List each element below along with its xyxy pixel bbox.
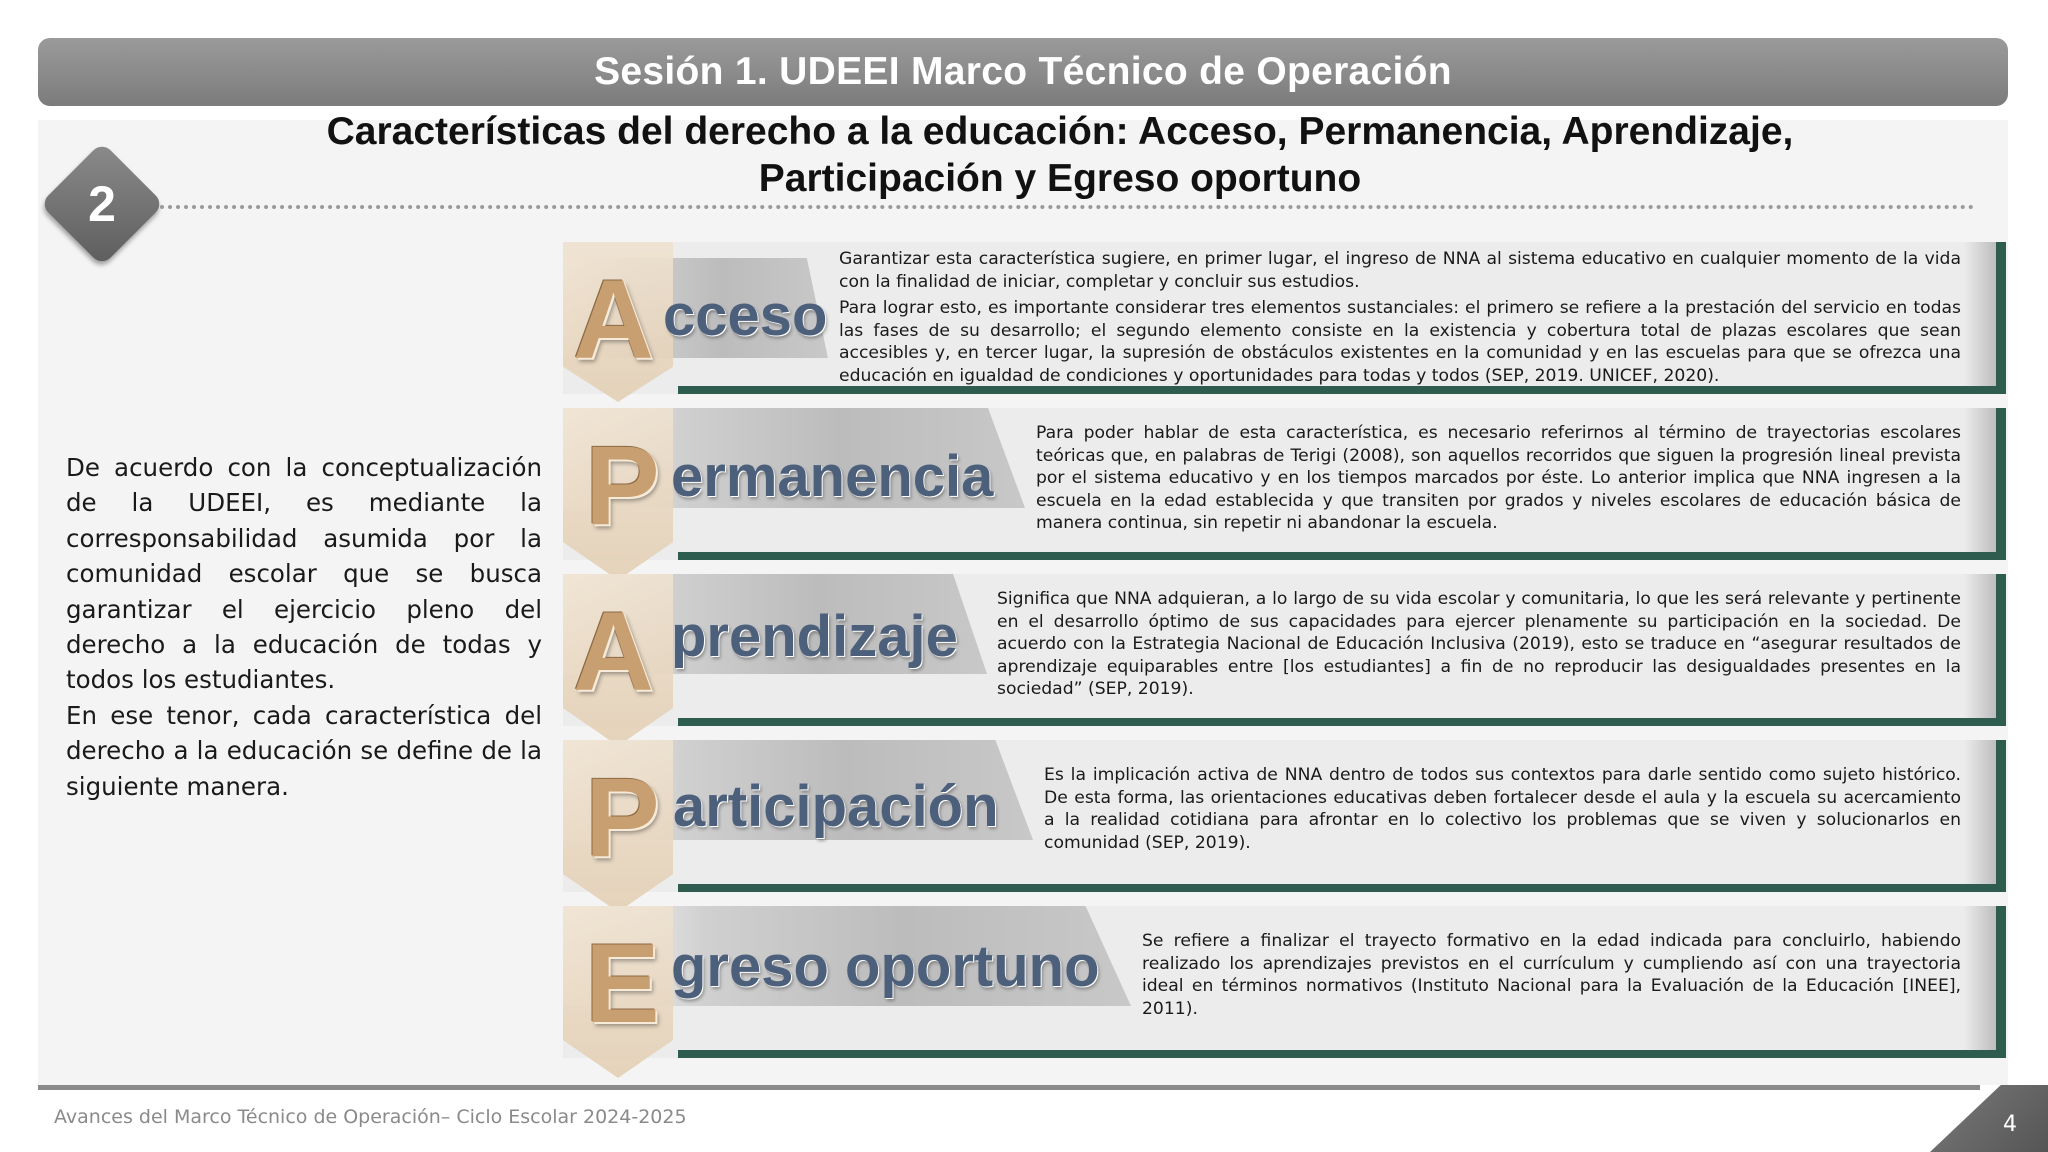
page-number: 4 (2003, 1112, 2017, 1137)
word-participacion: articipación (673, 774, 999, 839)
letter-e-egreso: E (585, 921, 660, 1046)
word-aprendizaje: prendizaje (671, 604, 958, 669)
letter-p-participacion: P (585, 755, 660, 880)
title-bar (38, 38, 2008, 106)
text-permanencia (1036, 422, 1961, 535)
footer-divider (38, 1085, 1980, 1090)
section-subtitle (220, 108, 1900, 202)
text-acceso-p2: Para lograr esto, es importante considerar tres elementos sustanciales: el primero se refiere a la prestación del servicio en todas las fases de su desarrollo; el segundo elemento consiste en la existencia y cobertura total de plazas escolares que sean accesibles y, en tercer lugar, la supresión de obstáculos existentes en la comunidad y en las escuelas para que se ofrezca una educación en igualdad de condiciones y oportunidades para todas y todos (SEP, 2019. UNICEF, 2020). (839, 298, 1961, 386)
text-acceso (839, 248, 1961, 387)
dotted-divider (160, 205, 1975, 209)
text-aprendizaje-p1: Significa que NNA adquieran, a lo largo de su vida escolar y comunitaria, lo que les será relevante y pertinente en el desarrollo óptimo de sus capacidades para ejercer plenamente su participación en la sociedad. De acuerdo con la Estrategia Nacional de Educación Inclusiva (2019), esto se traduce en “asegurar resultados de aprendizaje equiparables entre [los estudiantes] a fin de no reproducir las desigualdades presentes en la sociedad” (SEP, 2019). (997, 589, 1961, 699)
slide-title: Sesión 1. UDEEI Marco Técnico de Operación (594, 50, 1452, 93)
card-aprendizaje (563, 574, 2006, 726)
intro-paragraph-2: En ese tenor, cada característica del derecho a la educación se define de la siguiente manera. (66, 700, 542, 801)
letter-a-aprendizaje: A (573, 589, 654, 714)
word-egreso: greso oportuno (671, 934, 1100, 999)
word-permanencia: ermanencia (671, 444, 994, 509)
card-participacion (563, 740, 2006, 892)
intro-paragraph-1: De acuerdo con la conceptualización de la UDEEI, es mediante la corresponsabilidad asumida por la comunidad escolar que se busca garantizar el ejercicio pleno del derecho a la educación de todas y todos los estudiantes. (66, 453, 542, 695)
word-acceso: cceso (663, 283, 828, 348)
card-acceso (563, 242, 2006, 394)
text-permanencia-p1: Para poder hablar de esta característica, es necesario referirnos al término de trayectorias escolares teóricas que, en palabras de Terigi (2008), son aquellos recorridos que siguen la progresión lineal prevista por el sistema educativo y en los tiempos marcados por éste. Lo anterior implica que NNA ingresen a la escuela en la edad establecida y que transiten por grados y niveles escolares de educación básica de manera continua, sin repetir ni abandonar la escuela. (1036, 423, 1961, 533)
text-aprendizaje (997, 588, 1961, 701)
text-participacion (1044, 764, 1961, 854)
letter-a-acceso: A (573, 257, 654, 382)
page-corner-tab (1930, 1085, 2048, 1152)
subtitle-line-1: Características del derecho a la educación: Acceso, Permanencia, Aprendizaje, (326, 110, 1794, 153)
intro-text (66, 450, 542, 804)
card-permanencia (563, 408, 2006, 560)
card-egreso (563, 906, 2006, 1058)
text-egreso-p1: Se refiere a finalizar el trayecto formativo en la edad indicada para concluirlo, habiendo realizado los aprendizajes previstos en el currículum y cumpliendo así con una trayectoria ideal en términos normativos (Instituto Nacional para la Evaluación de la Educación [INEE], 2011). (1142, 931, 1961, 1019)
text-egreso (1142, 930, 1961, 1020)
section-number: 2 (88, 176, 116, 232)
footer-text: Avances del Marco Técnico de Operación– Ciclo Escolar 2024-2025 (54, 1106, 687, 1128)
text-participacion-p1: Es la implicación activa de NNA dentro de todos sus contextos para darle sentido como sujeto histórico. De esta forma, las orientaciones educativas deben fortalecer desde el aula y la escuela su acercamiento a la realidad cotidiana para afrontar en lo colectivo los problemas que se viven y solucionarlos en comunidad (SEP, 2019). (1044, 765, 1961, 853)
text-acceso-p1: Garantizar esta característica sugiere, en primer lugar, el ingreso de NNA al sistema educativo en cualquier momento de la vida con la finalidad de iniciar, completar y concluir sus estudios. (839, 249, 1961, 292)
letter-p-permanencia: P (585, 423, 660, 548)
subtitle-line-2: Participación y Egreso oportuno (758, 157, 1362, 200)
